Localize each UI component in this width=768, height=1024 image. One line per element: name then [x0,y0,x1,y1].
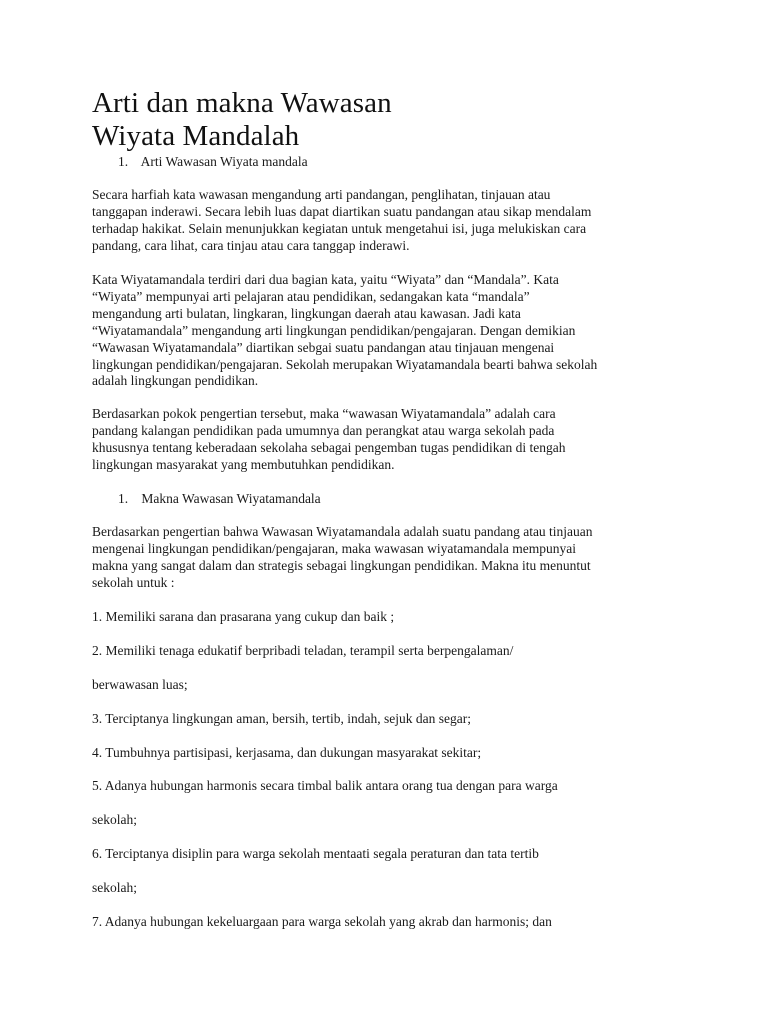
paragraph-line: mengandung arti bulatan, lingkaran, lingkungan daerah atau kawasan. Jadi kata [92,305,521,321]
list-item-5: 5. Adanya hubungan harmonis secara timbal balik antara orang tua dengan para warga [92,778,558,793]
list-item-6: 6. Terciptanya disiplin para warga sekolah mentaati segala peraturan dan tata tertib [92,846,539,861]
list-item-2-continued: berwawasan luas; [92,677,188,692]
list-item-6-continued: sekolah; [92,880,137,895]
section-heading-arti [118,153,308,170]
paragraph-line: terhadap hakikat. Selain menunjukkan kegiatan untuk mengetahui isi, juga melukiskan cara [92,220,587,236]
paragraph-line: pandang, cara lihat, cara tinjau atau cara tanggap inderawi. [92,237,410,253]
paragraph-line: lingkungan pendidikan/pengajaran. Sekolah merupakan Wiyatamandala bearti bahwa sekolah [92,356,598,372]
paragraph-makna [92,524,692,592]
paragraph-line: tanggapan inderawi. Secara lebih luas dapat diartikan suatu pandangan atau sikap mendalam [92,203,592,219]
list-item-2: 2. Memiliki tenaga edukatif berpribadi teladan, terampil serta berpengalaman/ [92,643,514,658]
paragraph-line: “Wiyata” mempunyai arti pelajaran atau pendidikan, sedangakan kata “mandala” [92,288,530,304]
paragraph-definition [92,187,692,255]
paragraph-line: Berdasarkan pokok pengertian tersebut, maka “wawasan Wiyatamandala” adalah cara [92,406,556,421]
paragraph-line: Berdasarkan pengertian bahwa Wawasan Wiyatamandala adalah suatu pandang atau tinjauan [92,524,593,539]
paragraph-wiyatamandala [92,272,692,390]
list-item-4: 4. Tumbuhnya partisipasi, kerjasama, dan dukungan masyarakat sekitar; [92,745,482,760]
list-item-7: 7. Adanya hubungan kekeluargaan para warga sekolah yang akrab dan harmonis; dan [92,914,552,929]
list-item-3: 3. Terciptanya lingkungan aman, bersih, tertib, indah, sejuk dan segar; [92,711,471,726]
paragraph-line: Kata Wiyatamandala terdiri dari dua bagian kata, yaitu “Wiyata” dan “Mandala”. Kata [92,272,559,287]
paragraph-line: sekolah untuk : [92,574,175,590]
paragraph-line: khususnya tentang keberadaan sekolaha sebagai pengemban tugas pendidikan di tengah [92,439,566,455]
list-item-5-continued: sekolah; [92,812,137,827]
paragraph-line: Secara harfiah kata wawasan mengandung arti pandangan, penglihatan, tinjauan atau [92,187,551,202]
paragraph-line: “Wawasan Wiyatamandala” diartikan sebgai suatu pandangan atau tinjauan mengenai [92,339,555,355]
paragraph-pengertian [92,406,692,474]
document-title-line2: Wiyata Mandalah [92,120,300,152]
section-heading-text: Arti Wawasan Wiyata mandala [140,154,308,169]
paragraph-line: lingkungan masyarakat yang membutuhkan pendidikan. [92,456,395,472]
section-number: 1. [118,154,129,169]
paragraph-line: adalah lingkungan pendidikan. [92,373,259,389]
document-title-line1: Arti dan makna Wawasan [92,87,392,119]
paragraph-line: pandang kalangan pendidikan pada umumnya dan perangkat atau warga sekolah pada [92,422,555,438]
section-heading-makna [118,490,321,507]
paragraph-line: “Wiyatamandala” mengandung arti lingkungan pendidikan/pengajaran. Dengan demikian [92,322,576,338]
list-item-1: 1. Memiliki sarana dan prasarana yang cukup dan baik ; [92,609,395,624]
paragraph-line: makna yang sangat dalam dan strategis sebagai lingkungan pendidikan. Makna itu menuntut [92,557,591,573]
section-number: 1. [118,491,129,506]
section-heading-text: Makna Wawasan Wiyatamandala [141,491,321,506]
paragraph-line: mengenai lingkungan pendidikan/pengajaran, maka wawasan wiyatamandala mempunyai [92,540,576,556]
